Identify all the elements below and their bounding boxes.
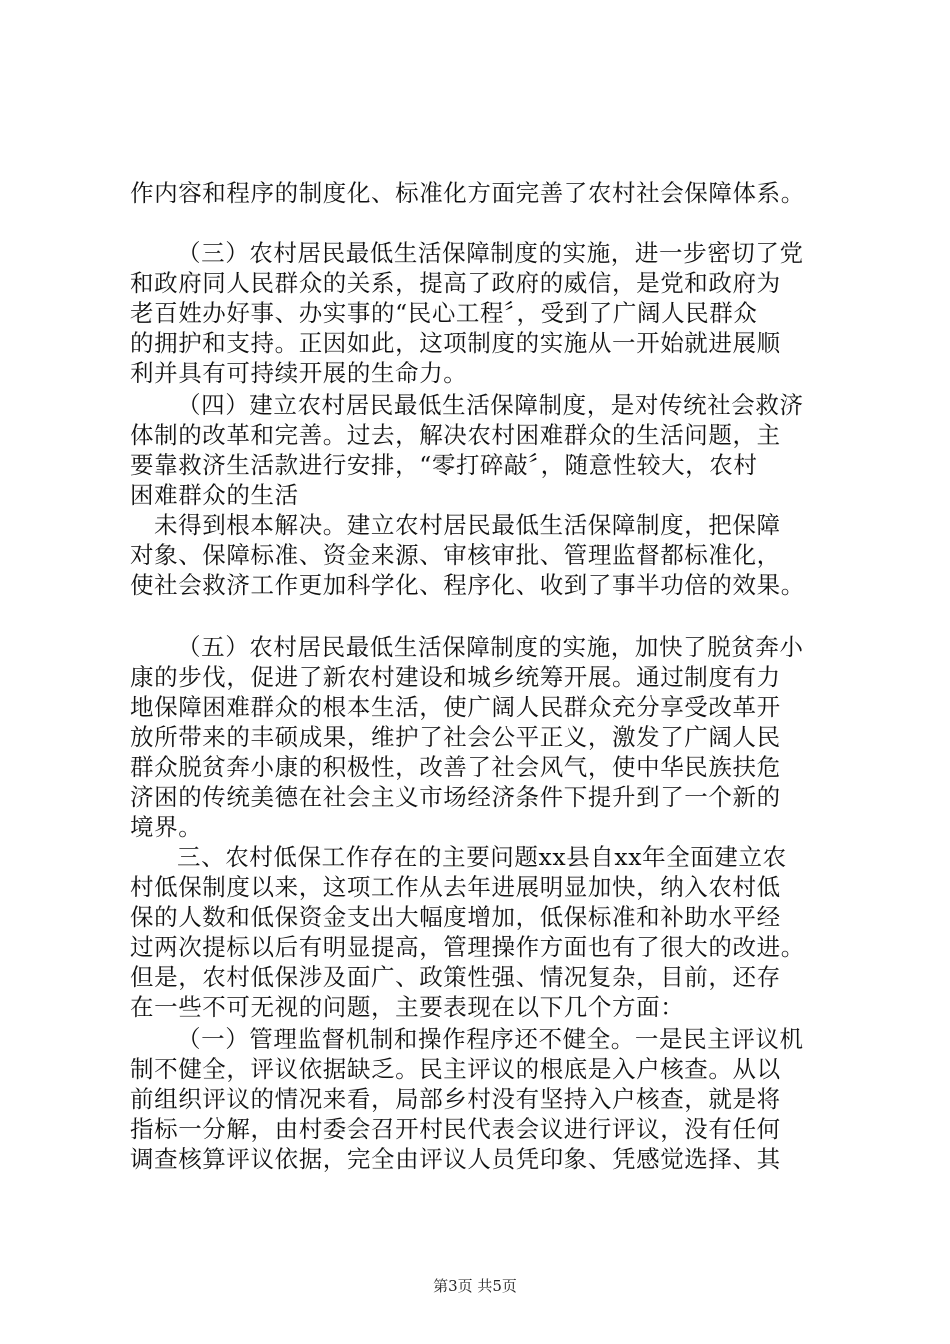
text-line: 保的人数和低保资金支出大幅度增加，低保标准和补助水平经	[130, 903, 781, 931]
text-line: 要靠救济生活款进行安排，“零打碎敲〞，随意性较大，农村	[130, 451, 758, 479]
text-line: （三）农村居民最低生活保障制度的实施，进一步密切了党	[177, 239, 804, 267]
text-line: 境界。	[130, 813, 203, 841]
text-line: 未得到根本解决。建立农村居民最低生活保障制度，把保障	[154, 511, 781, 539]
text-line: 利并具有可持续开展的生命力。	[130, 359, 468, 387]
text-line: 放所带来的丰硕成果，维护了社会公平正义，激发了广阔人民	[130, 723, 781, 751]
text-line: 制不健全，评议依据缺乏。民主评议的根底是入户核查。从以	[130, 1055, 781, 1083]
text-line: 老百姓办好事、办实事的“民心工程〞，受到了广阔人民群众	[130, 299, 758, 327]
text-line: 但是，农村低保涉及面广、政策性强、情况复杂，目前，还存	[130, 963, 781, 991]
text-line: 过两次提标以后有明显提高，管理操作方面也有了很大的改进。	[130, 933, 805, 961]
text-line: 济困的传统美德在社会主义市场经济条件下提升到了一个新的	[130, 783, 781, 811]
text-line: （四）建立农村居民最低生活保障制度，是对传统社会救济	[177, 391, 804, 419]
text-line: （五）农村居民最低生活保障制度的实施，加快了脱贫奔小	[177, 633, 804, 661]
text-line: 体制的改革和完善。过去，解决农村困难群众的生活问题，主	[130, 421, 781, 449]
text-line: 在一些不可无视的问题，主要表现在以下几个方面：	[130, 993, 685, 1021]
text-line: 群众脱贫奔小康的积极性，改善了社会风气，使中华民族扶危	[130, 753, 781, 781]
text-line: 村低保制度以来，这项工作从去年进展明显加快，纳入农村低	[130, 873, 781, 901]
text-line: 康的步伐，促进了新农村建设和城乡统筹开展。通过制度有力	[130, 663, 781, 691]
text-line: 和政府同人民群众的关系，提高了政府的威信，是党和政府为	[130, 269, 781, 297]
text-line: 的拥护和支持。正因如此，这项制度的实施从一开始就进展顺	[130, 329, 781, 357]
text-line: 对象、保障标准、资金来源、审核审批、管理监督都标准化，	[130, 541, 781, 569]
text-line: 三、农村低保工作存在的主要问题xx县自xx年全面建立农	[177, 843, 787, 871]
page-number-footer: 第3页 共5页	[433, 1277, 517, 1295]
text-line: （一）管理监督机制和操作程序还不健全。一是民主评议机	[177, 1025, 804, 1053]
text-line: 指标一分解，由村委会召开村民代表会议进行评议，没有任何	[130, 1115, 781, 1143]
text-line: 地保障困难群众的根本生活，使广阔人民群众充分享受改革开	[130, 693, 781, 721]
text-line: 作内容和程序的制度化、标准化方面完善了农村社会保障体系。	[130, 179, 805, 207]
text-line: 调查核算评议依据，完全由评议人员凭印象、凭感觉选择、其	[130, 1145, 781, 1173]
text-line: 前组织评议的情况来看，局部乡村没有坚持入户核查，就是将	[130, 1085, 781, 1113]
text-line: 困难群众的生活	[130, 481, 299, 509]
text-line: 使社会救济工作更加科学化、程序化、收到了事半功倍的效果。	[130, 571, 805, 599]
